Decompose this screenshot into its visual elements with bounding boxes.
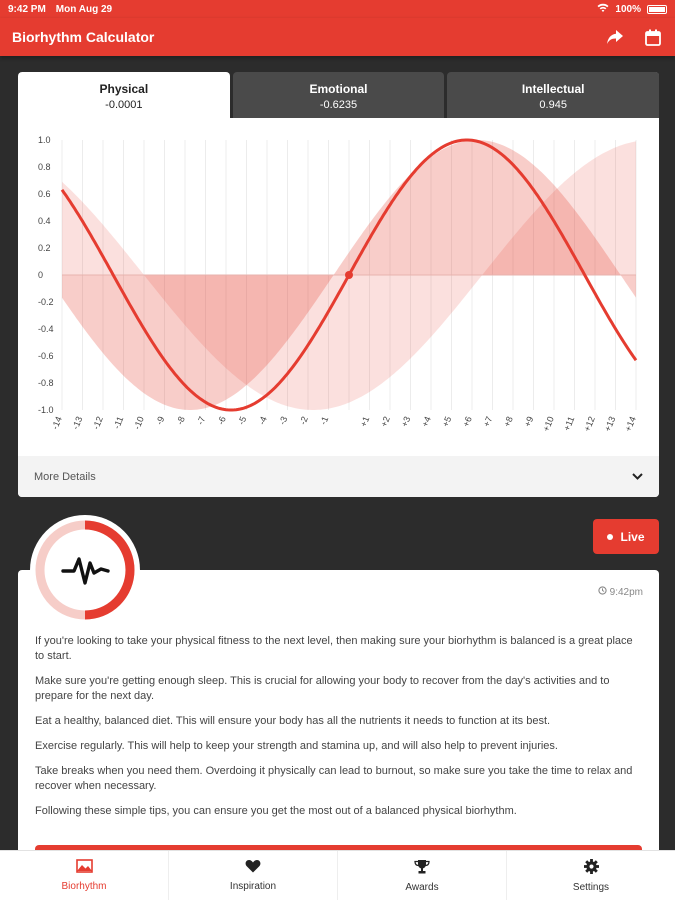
x-tick-label: +6 [460,415,474,429]
y-tick-label: -0.4 [38,324,54,334]
y-tick-label: -0.2 [38,297,54,307]
x-tick-label: +3 [399,415,413,429]
tip-paragraph: Following these simple tips, you can ensure you get the most out of a balanced physical biorhythm. [35,805,517,817]
x-tick-label: -11 [111,415,126,431]
current-point-marker [345,271,353,279]
app-bar [0,18,675,56]
calendar-icon[interactable] [643,27,663,47]
live-dot-icon [607,534,613,540]
x-tick-label: +9 [522,415,536,429]
battery-percent: 100% [615,3,641,15]
nav-awards[interactable] [337,851,506,900]
x-tick-label: +7 [481,415,495,429]
share-icon[interactable] [605,27,625,47]
bottom-nav [0,850,675,900]
status-date: Mon Aug 29 [55,3,113,15]
tab-label: Emotional [309,82,368,96]
tab-intellectual[interactable] [447,72,659,118]
y-tick-label: 0.6 [38,189,51,199]
y-tick-label: -1.0 [38,405,54,415]
tab-physical[interactable] [18,72,230,118]
x-tick-label: +10 [540,415,556,433]
x-tick-label: +8 [501,415,515,429]
x-tick-label: +2 [378,415,392,429]
y-tick-label: 0 [38,270,44,280]
nav-label: Awards [405,881,439,893]
chevron-down-icon [632,471,643,483]
x-tick-label: +13 [602,415,618,433]
x-tick-label: -2 [297,415,310,427]
x-tick-label: +4 [419,415,433,429]
more-details-toggle[interactable] [18,456,659,497]
progress-ring [30,515,140,625]
timestamp-text: 9:42pm [609,586,643,598]
tab-value: -0.0001 [105,99,143,111]
trophy-icon [414,859,430,877]
y-tick-label: 0.2 [38,243,51,253]
x-tick-label: -7 [195,415,208,427]
physical-avatar [30,515,140,625]
chart-svg [18,118,659,456]
y-tick-label: -0.6 [38,351,54,361]
x-tick-label: -8 [174,415,187,427]
battery-icon [647,5,667,14]
y-tick-label: -0.8 [38,378,54,388]
x-tick-label: +11 [561,415,577,433]
x-tick-label: -5 [236,415,249,427]
live-label: Live [620,529,645,544]
wifi-icon [597,3,609,15]
nav-label: Settings [572,881,610,893]
live-button[interactable] [593,519,659,554]
x-tick-label: +5 [440,415,454,429]
x-tick-label: -1 [318,415,331,427]
image-icon [76,859,93,876]
tab-label: Intellectual [521,82,585,96]
tab-label: Physical [99,82,149,96]
tab-emotional[interactable] [233,72,445,118]
nav-biorhythm[interactable] [0,851,168,900]
x-tick-label: -14 [49,415,64,431]
tab-value: 0.945 [539,99,567,111]
x-tick-label: -6 [215,415,228,427]
nav-label: Biorhythm [61,881,107,892]
timestamp [598,586,643,598]
tips-text [35,634,643,829]
tip-paragraph: Make sure you're getting enough sleep. This is crucial for allowing your body to recover from the day's activities and to prepare for the next day. [35,675,610,702]
tip-paragraph: Exercise regularly. This will help to keep your strength and stamina up, and will also help to prevent injuries. [35,740,558,752]
tip-paragraph: If you're looking to take your physical fitness to the next level, then making sure your biorhythm is balanced is a great place to start. [35,635,633,662]
chart-card [18,72,659,497]
x-tick-label: +14 [622,415,638,433]
nav-settings[interactable] [506,851,675,900]
app-title: Biorhythm Calculator [12,29,155,45]
status-bar [0,0,675,18]
x-tick-label: -10 [131,415,146,431]
clock-icon [598,586,607,598]
heart-icon [245,859,261,876]
nav-label: Inspiration [229,881,277,892]
x-tick-label: -3 [277,415,290,427]
x-tick-label: -13 [70,415,85,431]
tip-paragraph: Take breaks when you need them. Overdoing it physically can lead to burnout, so make sure you take the time to relax and recover when necessary. [35,765,633,792]
tab-value: -0.6235 [319,99,358,111]
x-tick-label: +1 [358,415,372,429]
biorhythm-chart [18,118,659,456]
x-tick-label: -12 [90,415,105,431]
y-tick-label: 1.0 [38,135,51,145]
gear-icon [584,859,599,877]
x-tick-label: -4 [256,415,269,427]
more-details-label: More Details [34,470,96,483]
biorhythm-tabs [18,72,659,118]
y-tick-label: 0.4 [38,216,51,226]
y-tick-label: 0.8 [38,162,51,172]
x-tick-label: +12 [581,415,597,433]
tip-paragraph: Eat a healthy, balanced diet. This will ensure your body has all the nutrients it needs to function at its best. [35,715,551,727]
nav-inspiration[interactable] [168,851,337,900]
x-tick-label: -9 [154,415,167,427]
status-time: 9:42 PM [8,3,46,15]
